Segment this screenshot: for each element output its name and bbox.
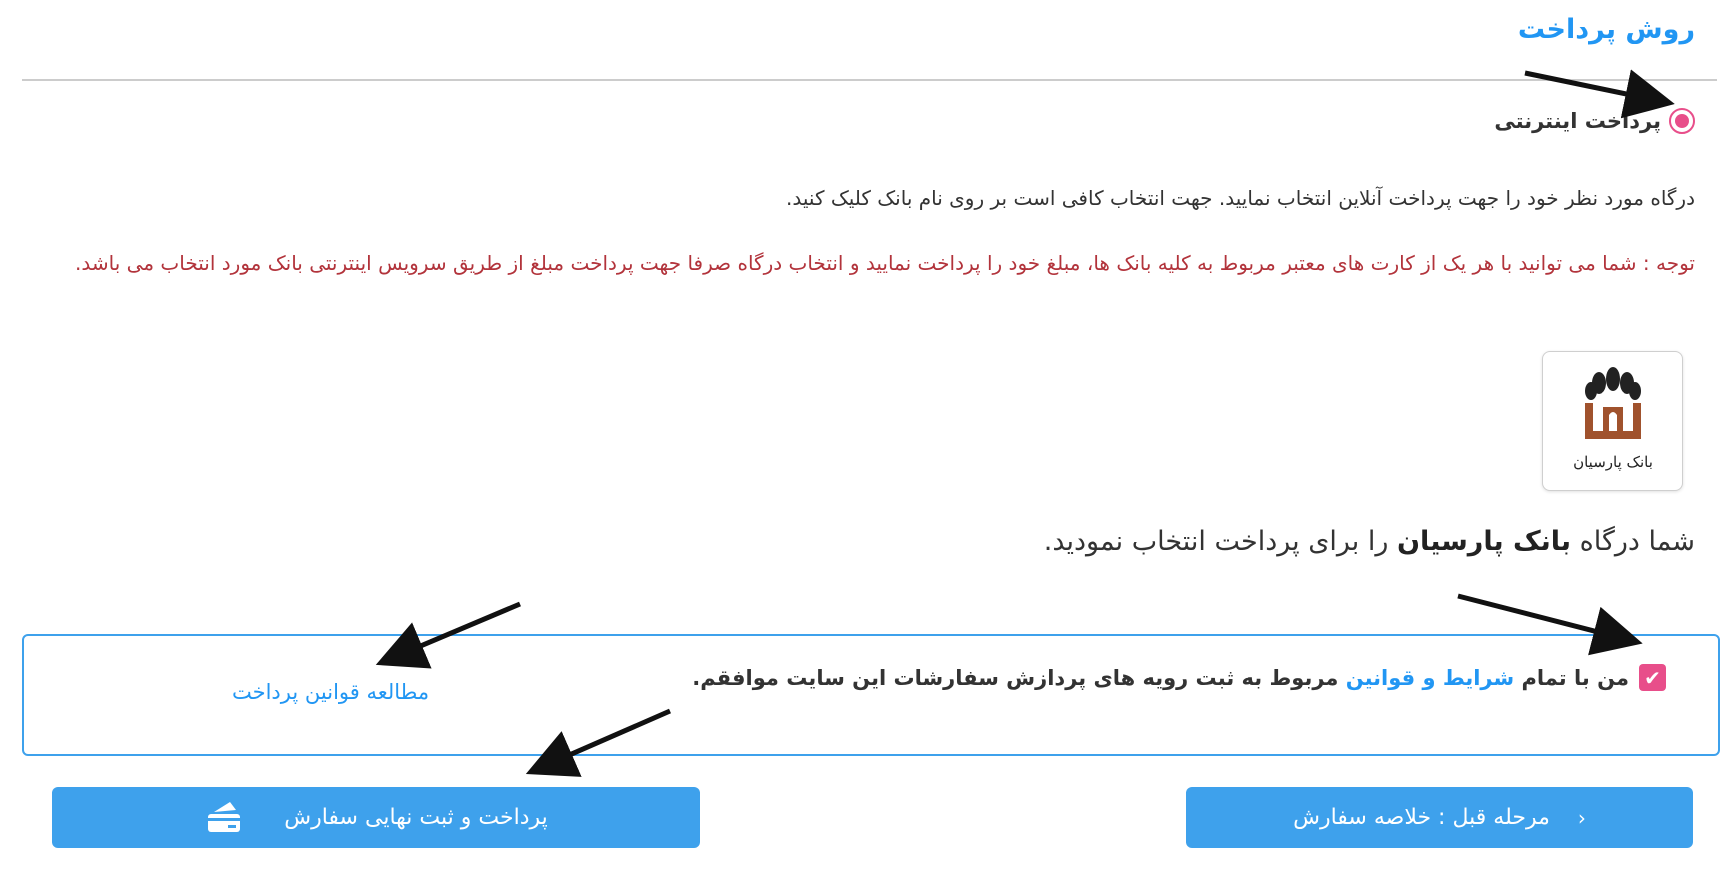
divider [22,79,1717,81]
previous-step-button[interactable] [1186,787,1693,848]
checkmark-icon: ✔ [1644,665,1661,690]
pay-and-submit-button[interactable] [52,787,700,848]
selected-bank-suffix: را برای پرداخت انتخاب نمودید. [1043,526,1389,557]
selected-bank-name: بانک پارسیان [1397,526,1572,557]
credit-card-icon [204,800,244,836]
svg-text:بانک پارسیان: بانک پارسیان [1572,453,1653,471]
radio-button[interactable] [1669,108,1695,134]
payment-method-label: پرداخت اینترنتی [1494,109,1661,133]
terms-checkbox[interactable] [1639,664,1666,691]
terms-suffix: مربوط به ثبت رویه های پردازش سفارشات این سایت موافقم. [692,665,1339,690]
payment-note: توجه : شما می توانید با هر یک از کارت های معتبر مربوط به کلیه بانک ها، مبلغ خود را پرداخت نمایید و انتخاب درگاه صرفا جهت پرداخت مبلغ از طریق سرویس اینترنتی بانک مورد انتخاب می باشد. [75,251,1695,275]
selected-bank-prefix: شما درگاه [1579,526,1695,557]
read-payment-rules-link[interactable]: مطالعه قوانین پرداخت [232,680,430,704]
payment-method-online[interactable] [1494,108,1695,134]
terms-text [692,666,1629,690]
section-title: روش پرداخت [1517,14,1695,45]
selected-bank-message [1044,526,1695,557]
instruction-text: درگاه مورد نظر خود را جهت پرداخت آنلاین انتخاب نمایید. جهت انتخاب کافی است بر روی نام بانک کلیک کنید. [786,186,1695,210]
terms-prefix: من با تمام [1521,665,1629,690]
arrow-to-radio [1525,73,1665,102]
terms-link[interactable]: شرایط و قوانین [1345,665,1515,690]
pay-and-submit-label: پرداخت و ثبت نهایی سفارش [284,805,548,830]
terms-box [22,634,1720,756]
previous-step-label: مرحله قبل : خلاصه سفارش [1293,805,1550,830]
terms-agreement[interactable] [692,664,1666,691]
chevron-left-icon: ‹ [1577,805,1586,830]
bank-parsian-logo-icon [1567,363,1659,479]
bank-parsian-card[interactable] [1542,351,1683,491]
